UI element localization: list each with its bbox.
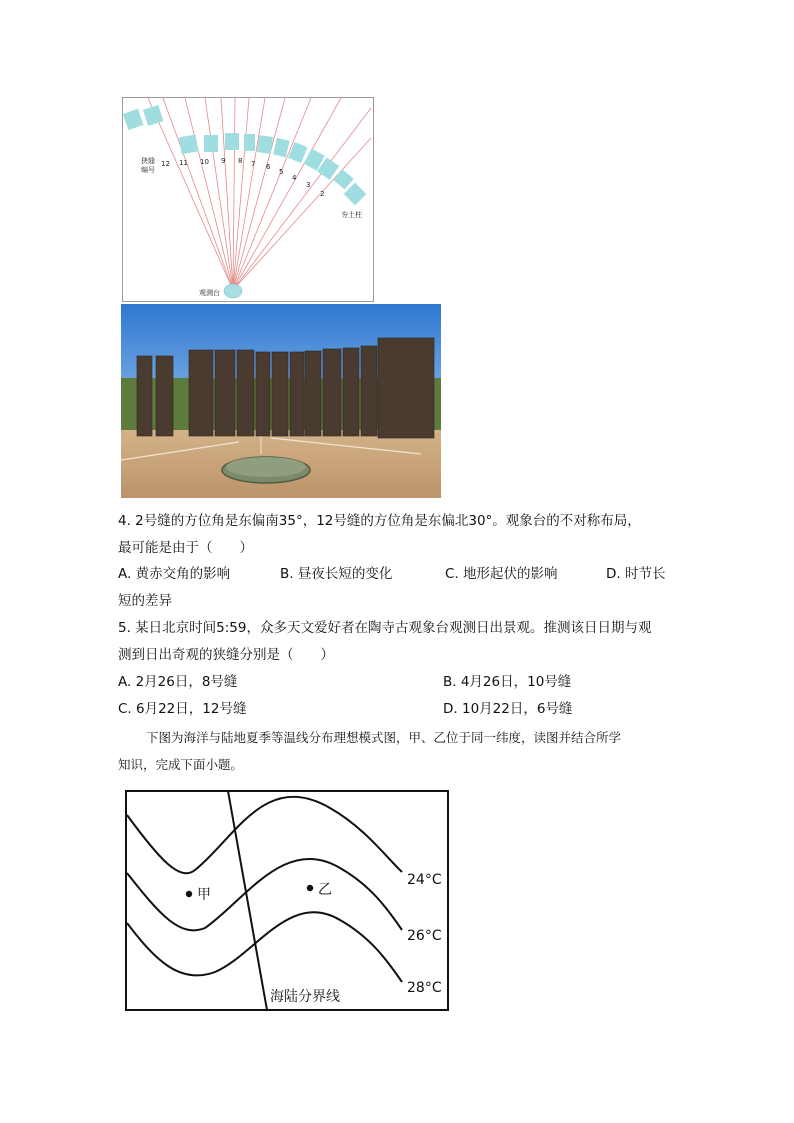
point-yi-marker: [307, 885, 313, 891]
question-4-text: 最可能是由于（ ）: [118, 540, 253, 556]
isotherm-label-24: 24°C: [407, 872, 442, 888]
section-intro: [118, 724, 678, 778]
boundary-label: 海陆分界线: [270, 989, 340, 1005]
isotherm-label-26: 26°C: [407, 928, 442, 944]
slit-number: 11: [179, 159, 188, 167]
option-a[interactable]: A. 黄赤交角的影响: [118, 566, 231, 582]
question-4: [118, 508, 678, 562]
slit-number: 8: [238, 157, 243, 165]
rammed-earth-pillars: [123, 105, 366, 205]
slit-number: 9: [221, 157, 226, 165]
question-5: [118, 615, 678, 669]
option-d[interactable]: D. 时节长: [606, 566, 666, 582]
option-c[interactable]: C. 地形起伏的影响: [445, 566, 558, 582]
slit-layout-svg: [123, 98, 373, 301]
slit-number: 2: [320, 190, 325, 198]
observatory-photo: [121, 304, 441, 498]
slit-number: 4: [292, 174, 297, 182]
point-yi-label: 乙: [318, 882, 332, 898]
isotherm-diagram: [125, 790, 449, 1011]
option-d-continued: 短的差异: [118, 593, 172, 609]
observatory-platform: [224, 284, 242, 298]
slit-label: 狭缝: [141, 157, 155, 165]
slit-label: 编号: [141, 166, 155, 174]
isotherm-svg: [125, 790, 449, 1011]
intro-line: 下图为海洋与陆地夏季等温线分布理想模式图，甲、乙位于同一纬度，读图并结合所学: [146, 730, 622, 745]
option-b[interactable]: B. 昼夜长短的变化: [280, 566, 393, 582]
slit-number: 5: [279, 168, 284, 176]
question-5-options-row2: [118, 696, 678, 723]
option-b[interactable]: B. 4月26日，10号缝: [443, 674, 572, 690]
slit-number: 10: [200, 158, 209, 166]
question-4-text: 4. 2号缝的方位角是东偏南35°，12号缝的方位角是东偏北30°。观象台的不对称布局，: [118, 513, 641, 529]
point-jia-label: 甲: [197, 887, 211, 903]
observatory-label: 观测台: [199, 289, 220, 297]
slit-number: 7: [251, 160, 256, 168]
option-d[interactable]: D. 10月22日，6号缝: [443, 701, 573, 717]
point-jia-marker: [186, 891, 192, 897]
sight-rays: [148, 98, 371, 290]
question-5-text: 测到日出奇观的狭缝分别是（ ）: [118, 647, 334, 663]
observatory-photo-svg: [121, 304, 441, 498]
slit-layout-diagram: [122, 97, 374, 302]
option-a[interactable]: A. 2月26日，8号缝: [118, 674, 238, 690]
platform-top: [226, 457, 306, 477]
isotherm-label-28: 28°C: [407, 980, 442, 996]
question-4-options: [118, 561, 678, 588]
pillar-label: 夯土柱: [341, 211, 362, 219]
intro-line: 知识，完成下面小题。: [118, 757, 244, 772]
slit-number: 12: [161, 160, 170, 168]
slit-number: 3: [306, 181, 311, 189]
option-c[interactable]: C. 6月22日，12号缝: [118, 701, 247, 717]
question-5-options-row1: [118, 669, 678, 696]
slit-number: 6: [266, 163, 271, 171]
question-5-text: 5. 某日北京时间5:59，众多天文爱好者在陶寺古观象台观测日出景观。推测该日日期与观: [118, 620, 652, 636]
